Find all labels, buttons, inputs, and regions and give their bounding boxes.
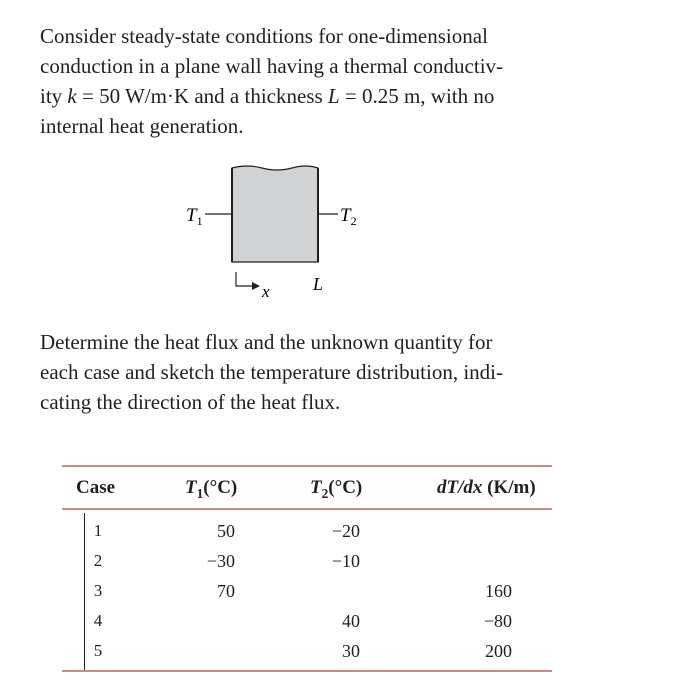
t1-label: $T_1$ — [186, 205, 203, 228]
t2-label: $T_2$ — [340, 205, 357, 228]
L-equation: = 0.25 m, with no — [339, 84, 495, 108]
k-equation: = 50 W/m·K and a thickness — [76, 84, 328, 108]
row-4-case: 4 — [93, 611, 103, 630]
plane-wall — [232, 166, 318, 262]
intro-line-1: Consider steady-state conditions for one-dimensional — [40, 24, 488, 48]
table-bottom-rule — [62, 670, 552, 672]
header-t1: $T_1(^\circ C)$ — [185, 477, 238, 501]
row-5-case: 5 — [93, 641, 103, 660]
row-4-t2: 40 — [342, 611, 360, 631]
row-2-t1: −30 — [206, 551, 235, 571]
case-column-line — [84, 513, 85, 671]
header-t2: $T_2(^\circ C)$ — [310, 477, 363, 501]
row-4-grad: −80 — [483, 611, 512, 631]
problem-instruction — [40, 327, 585, 417]
row-3-case: 3 — [93, 581, 103, 600]
header-gradient: dT/dx (K/m) — [437, 477, 536, 498]
row-5-grad: 200 — [485, 641, 512, 661]
L-dimension-label: L — [313, 274, 324, 294]
table-top-rule — [62, 465, 552, 467]
k-symbol: k — [67, 84, 77, 108]
row-2-t2: −10 — [331, 551, 360, 571]
row-2-case: 2 — [93, 551, 103, 570]
instruction-line-2: each case and sketch the temperature distribution, indi- — [40, 360, 503, 384]
intro-line-3-prefix: ity — [40, 84, 68, 108]
row-1-t2: −20 — [331, 521, 360, 541]
table-header-rule — [62, 508, 552, 510]
instruction-line-1: Determine the heat flux and the unknown quantity for — [40, 330, 493, 354]
row-3-grad: 160 — [485, 581, 512, 601]
x-axis-arrow — [236, 272, 252, 286]
plane-wall-figure — [0, 0, 682, 320]
row-5-t2: 30 — [342, 641, 360, 661]
intro-line-2: conduction in a plane wall having a thermal conductiv- — [40, 54, 504, 78]
row-1-t1: 50 — [217, 521, 235, 541]
row-3-t1: 70 — [217, 581, 235, 601]
L-symbol: L — [327, 84, 340, 108]
header-case: Case — [76, 477, 116, 498]
intro-line-4: internal heat generation. — [40, 114, 244, 138]
x-label: x — [262, 282, 270, 301]
row-1-case: 1 — [93, 521, 103, 540]
instruction-line-3: cating the direction of the heat flux. — [40, 390, 341, 414]
x-arrowhead — [252, 282, 260, 290]
